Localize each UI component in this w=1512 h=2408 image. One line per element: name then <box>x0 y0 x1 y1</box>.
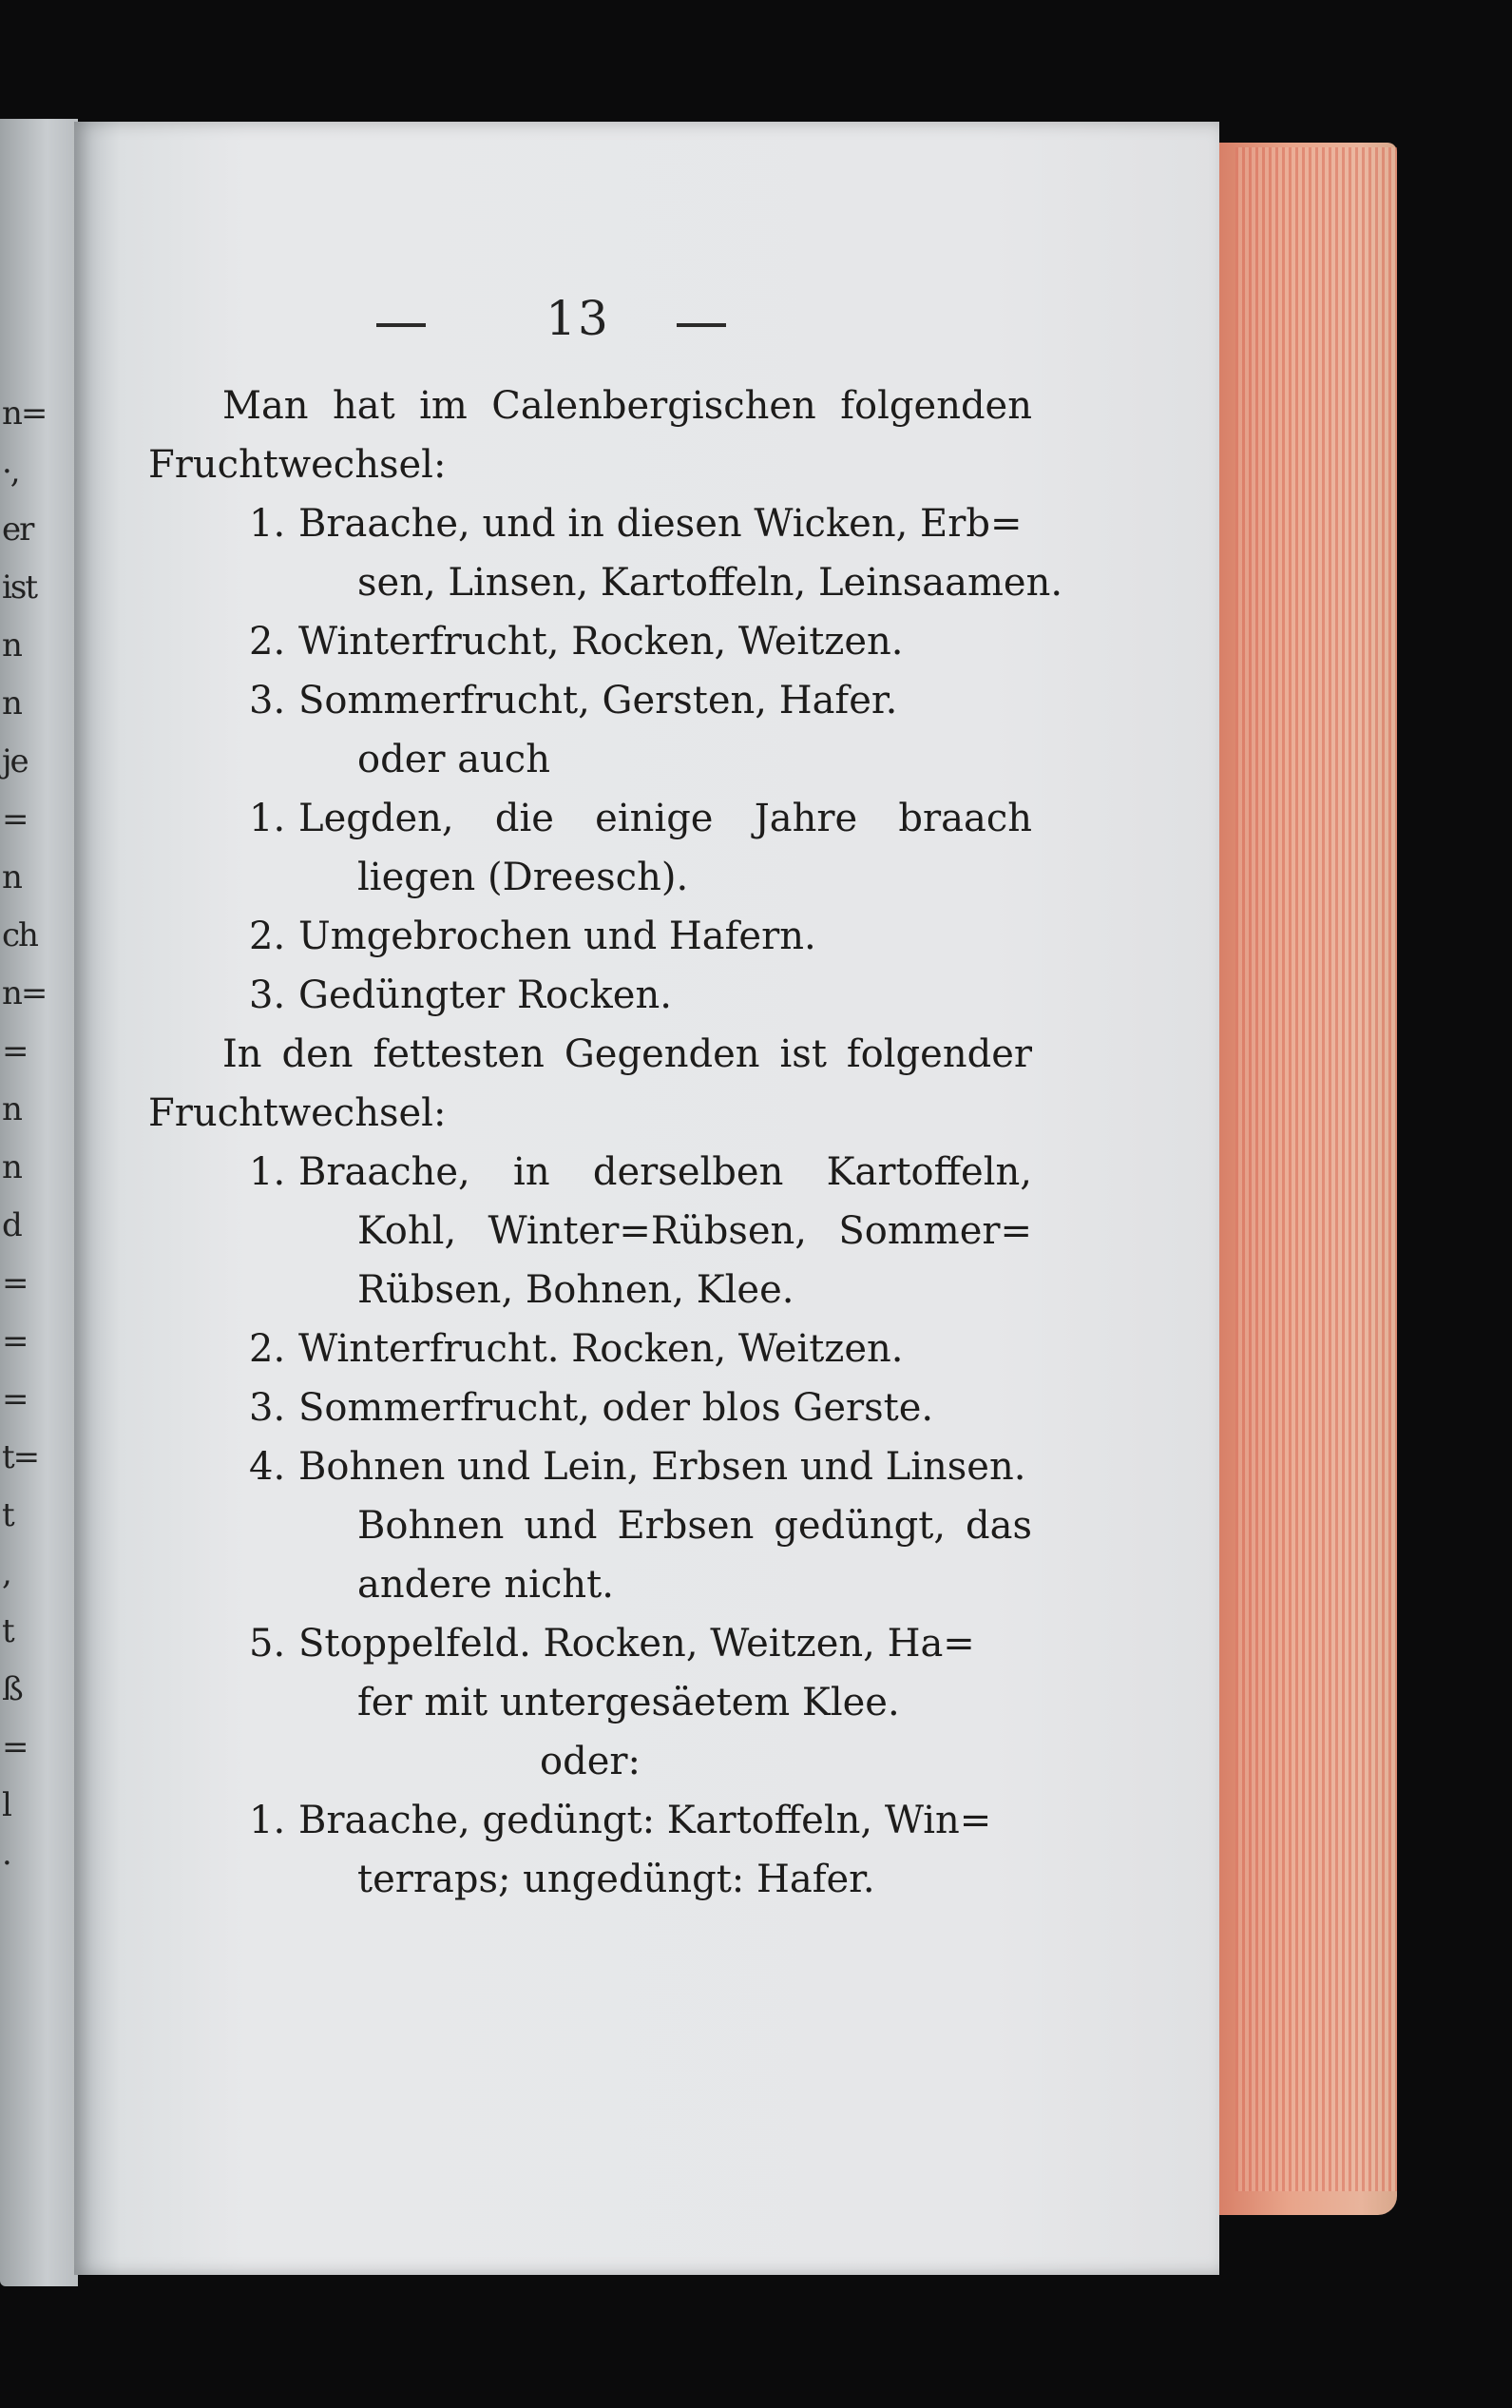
text-line <box>148 1850 1032 1909</box>
left-page-fragment: er <box>2 510 33 549</box>
left-page-fragment: = <box>2 1728 28 1766</box>
line-text: oder: <box>540 1740 641 1783</box>
line-text: andere nicht. <box>357 1563 614 1607</box>
left-page-fragment: t= <box>2 1438 39 1476</box>
line-text: oder auch <box>357 738 550 781</box>
page-stack-texture <box>1235 147 1397 2191</box>
text-line <box>148 907 1032 966</box>
text-line <box>148 1614 1032 1673</box>
text-line <box>148 671 1032 730</box>
line-text: Braache, und in diesen Wicken, Erb= <box>298 502 1023 546</box>
left-page-fragment: n= <box>2 395 47 433</box>
left-page-fragment: n <box>2 1148 21 1186</box>
line-text: Bohnen und Erbsen gedüngt, das <box>357 1504 1032 1548</box>
page-header <box>74 291 1219 357</box>
list-number: 3. <box>249 973 286 1017</box>
text-line <box>148 612 1032 671</box>
list-number: 3. <box>249 679 286 722</box>
text-line <box>148 1084 1032 1143</box>
line-text: terraps; ungedüngt: Hafer. <box>357 1858 875 1901</box>
line-text: Winterfrucht. Rocken, Weitzen. <box>298 1327 904 1371</box>
page-text-body <box>148 376 1063 1909</box>
previous-page-text-fragments <box>2 385 47 1893</box>
text-line <box>148 1025 1032 1084</box>
left-page-fragment: d <box>2 1206 21 1244</box>
line-text: fer mit untergesäetem Klee. <box>357 1681 900 1724</box>
book-page <box>74 122 1219 2275</box>
line-text: Sommerfrucht, oder blos Gerste. <box>298 1386 934 1430</box>
text-line <box>148 1143 1032 1202</box>
left-page-fragment: ist <box>2 568 36 607</box>
line-text: Rübsen, Bohnen, Klee. <box>357 1268 794 1312</box>
text-line <box>148 553 1063 612</box>
list-number: 3. <box>249 1386 286 1430</box>
text-line <box>148 1378 1032 1437</box>
line-text: Fruchtwechsel: <box>148 1091 447 1135</box>
line-text: Stoppelfeld. Rocken, Weitzen, Ha= <box>298 1622 975 1666</box>
line-text: In den fettesten Gegenden ist folgender <box>222 1032 1032 1076</box>
list-number: 2. <box>249 620 286 664</box>
line-text: Winterfrucht, Rocken, Weitzen. <box>298 620 904 664</box>
text-line <box>148 1791 1032 1850</box>
text-line <box>148 1437 1032 1496</box>
page-number: 13 <box>545 291 610 346</box>
text-line <box>148 1320 1032 1378</box>
line-text: Braache, in derselben Kartoffeln, <box>298 1150 1032 1194</box>
list-number: 4. <box>249 1445 286 1489</box>
left-page-fragment: · <box>2 1844 10 1882</box>
text-line <box>148 435 1032 494</box>
text-line <box>148 1732 1032 1791</box>
line-text: Fruchtwechsel: <box>148 443 447 487</box>
left-page-fragment: = <box>2 800 28 838</box>
left-page-fragment: , <box>2 1554 10 1592</box>
line-text: Braache, gedüngt: Kartoffeln, Win= <box>298 1799 992 1842</box>
left-page-fragment: t <box>2 1612 13 1650</box>
left-page-fragment: n <box>2 626 21 665</box>
left-page-fragment: = <box>2 1264 28 1302</box>
left-page-fragment: ·, <box>2 453 19 491</box>
left-page-fragment: ß <box>2 1670 22 1708</box>
text-line <box>148 1261 1032 1320</box>
left-page-fragment: n <box>2 684 21 722</box>
line-text: Man hat im Calenbergischen folgenden <box>222 384 1032 428</box>
text-line <box>148 494 1032 553</box>
list-number: 1. <box>249 1150 286 1194</box>
header-dash-right <box>677 323 726 327</box>
text-line <box>148 1673 1032 1732</box>
text-line <box>148 1496 1032 1555</box>
line-text: liegen (Dreesch). <box>357 856 689 899</box>
list-number: 1. <box>249 502 286 546</box>
line-text: Sommerfrucht, Gersten, Hafer. <box>298 679 898 722</box>
left-page-fragment: n <box>2 858 21 896</box>
left-page-fragment: = <box>2 1032 28 1070</box>
left-page-fragment: je <box>2 742 28 780</box>
header-dash-left <box>376 323 426 327</box>
list-number: 2. <box>249 1327 286 1371</box>
line-text: sen, Linsen, Kartoffeln, Leinsaamen. <box>357 561 1063 605</box>
left-page-fragment: t <box>2 1496 13 1534</box>
line-text: Bohnen und Lein, Erbsen und Linsen. <box>298 1445 1026 1489</box>
left-page-fragment: ch <box>2 916 37 954</box>
text-line <box>148 1202 1032 1261</box>
line-text: Umgebrochen und Hafern. <box>298 915 816 958</box>
text-line <box>148 730 1032 789</box>
left-page-fragment: l <box>2 1786 10 1824</box>
list-number: 1. <box>249 797 286 840</box>
text-line <box>148 1555 1032 1614</box>
text-line <box>148 966 1032 1025</box>
left-page-fragment: = <box>2 1380 28 1418</box>
line-text: Kohl, Winter=Rübsen, Sommer= <box>357 1209 1032 1253</box>
list-number: 1. <box>249 1799 286 1842</box>
text-line <box>148 848 1032 907</box>
left-page-fragment: n <box>2 1090 21 1128</box>
text-line <box>148 376 1032 435</box>
line-text: Gedüngter Rocken. <box>298 973 672 1017</box>
line-text: Legden, die einige Jahre braach <box>298 797 1032 840</box>
list-number: 5. <box>249 1622 286 1666</box>
left-page-fragment: n= <box>2 974 47 1012</box>
left-page-fragment: = <box>2 1322 28 1360</box>
text-line <box>148 789 1032 848</box>
previous-page-edge <box>0 119 78 2286</box>
list-number: 2. <box>249 915 286 958</box>
